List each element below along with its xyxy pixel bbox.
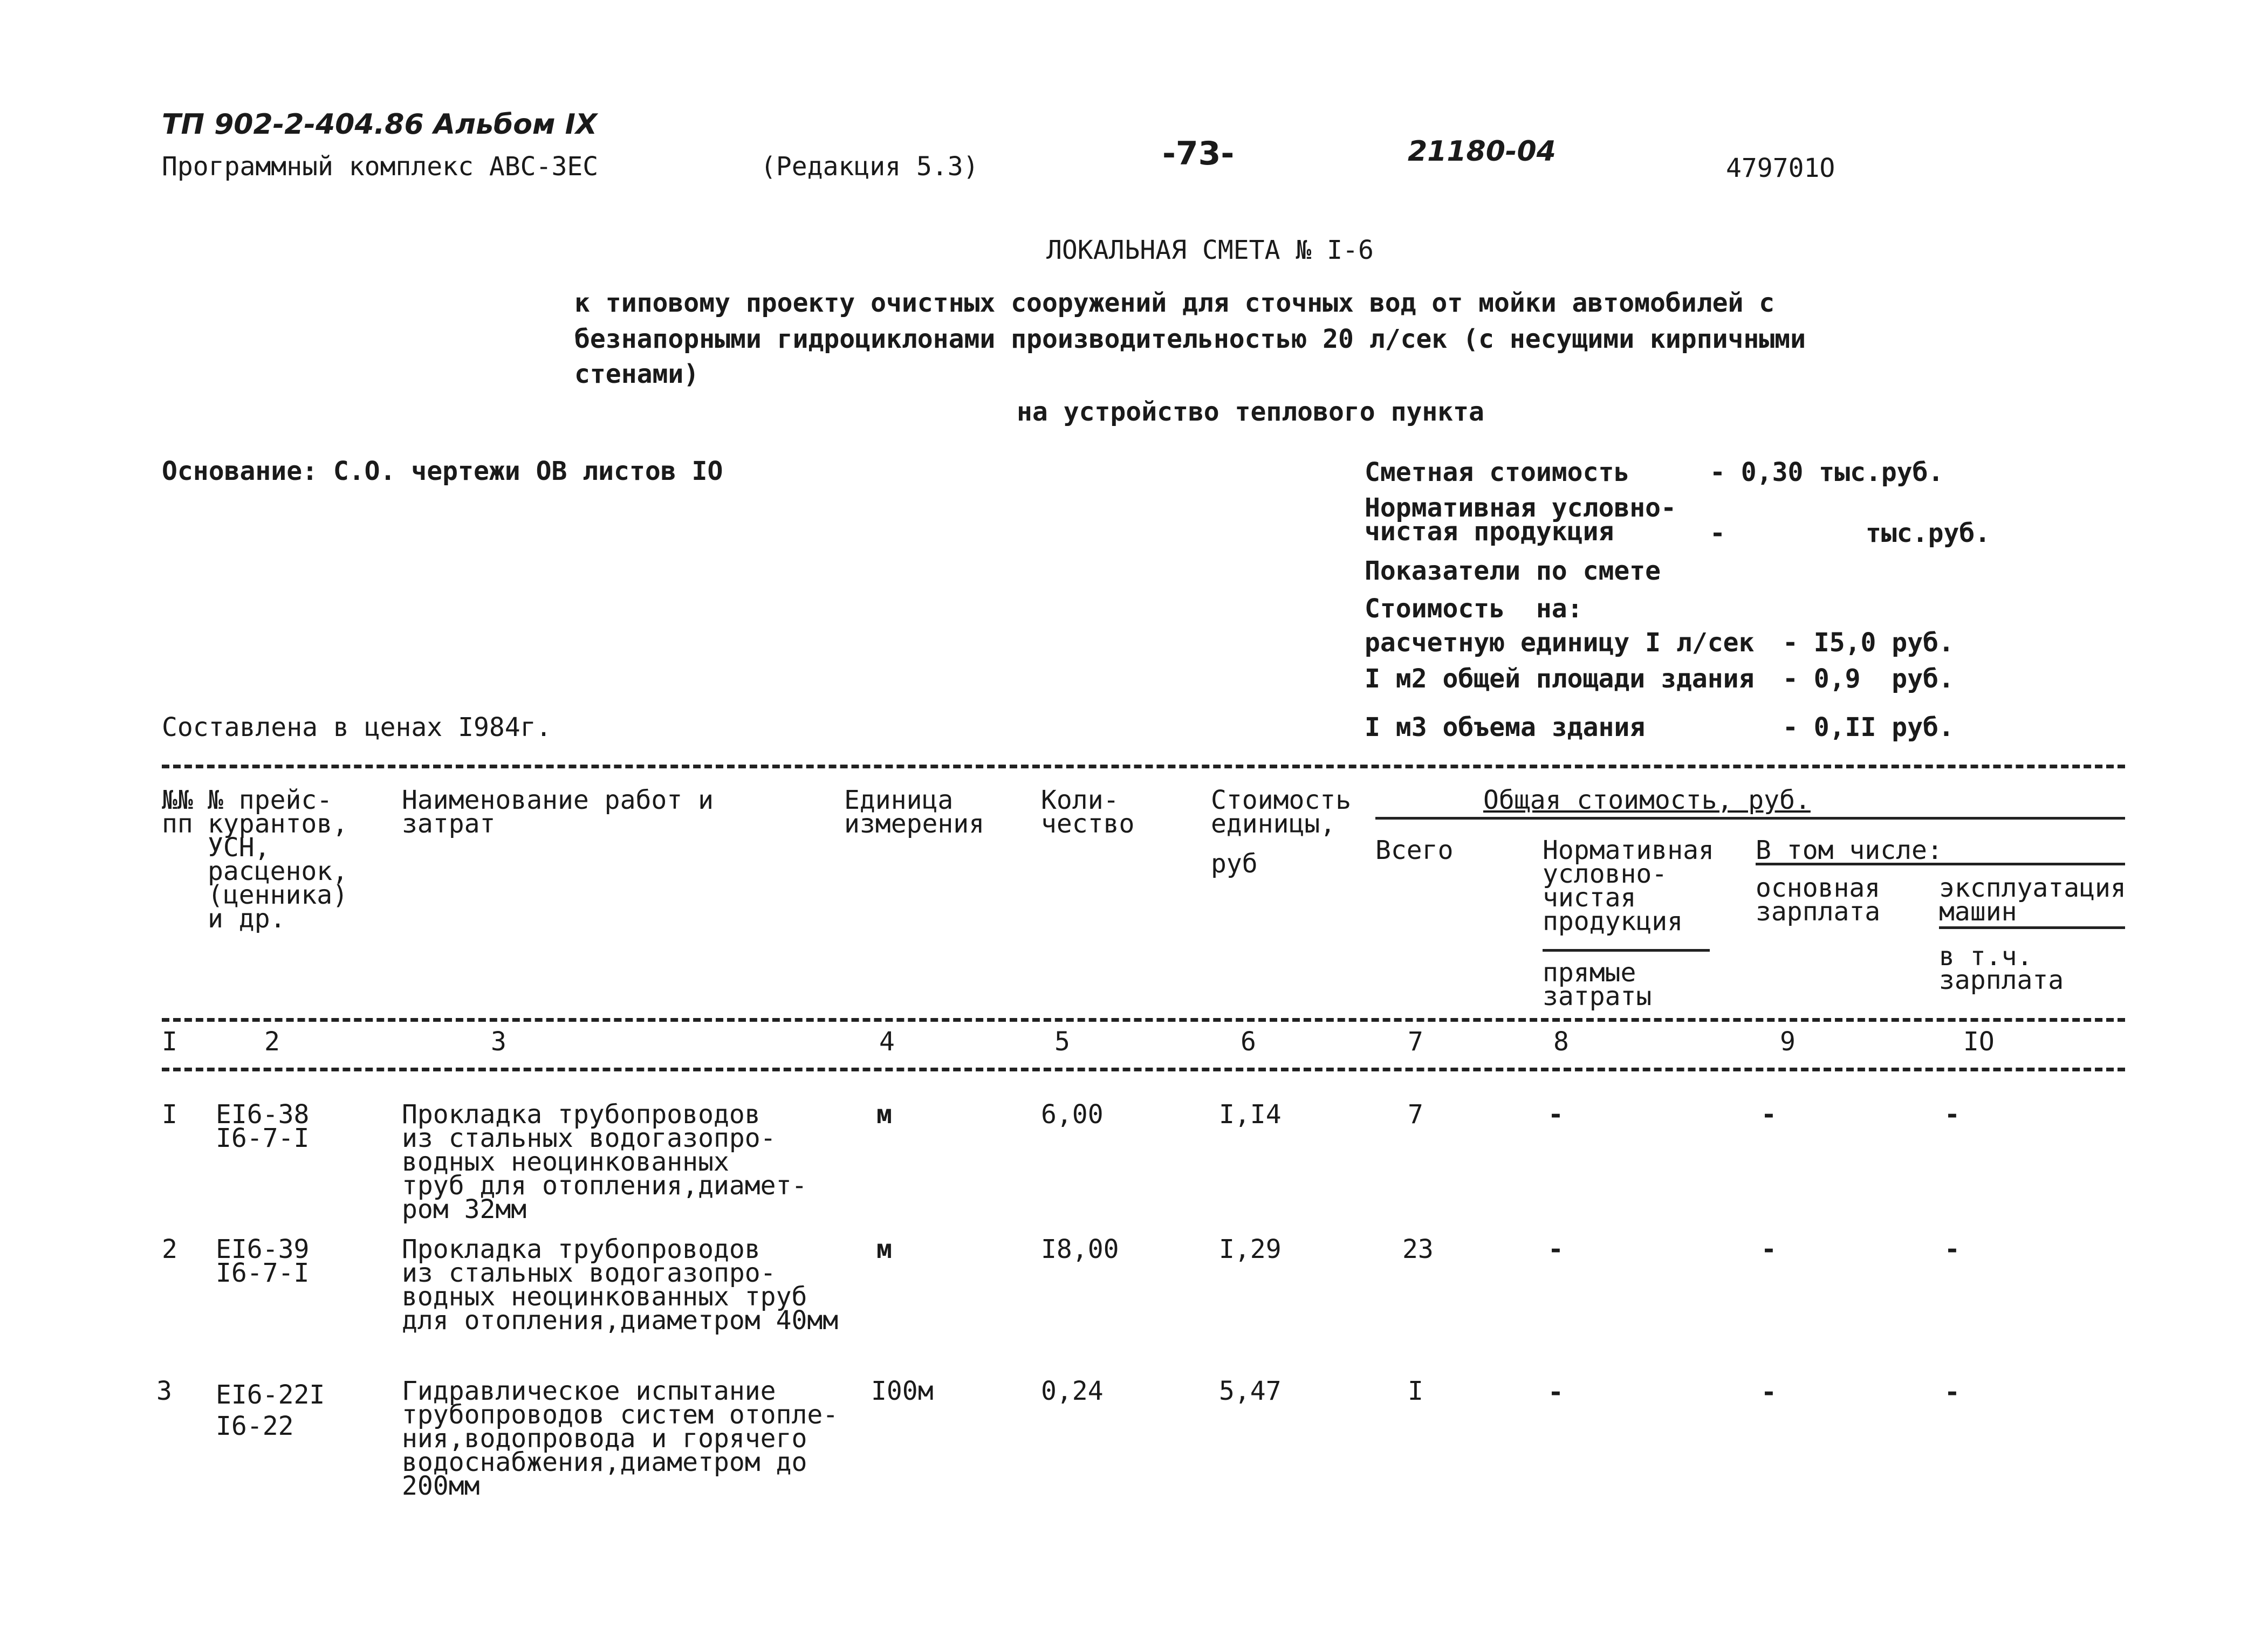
header-price-list: № прейс- курантов, УСН, расценок, (ценника) и др. — [208, 785, 348, 934]
row-1-total: 7 — [1408, 1099, 1423, 1130]
estimated-cost-label: Сметная стоимость — [1365, 457, 1630, 487]
program-name: Программный комплекс АВС-ЗЕС — [162, 152, 599, 182]
price-level: Составлена в ценах I984г. — [162, 712, 552, 742]
edition-label: (Редакция 5.3) — [760, 152, 979, 182]
indicators-label: Показатели по смете — [1365, 556, 1661, 586]
column-numbers-bottom-rule — [162, 1068, 2125, 1071]
total-cost-group-rule — [1375, 817, 2125, 820]
row-3-unit-cost: 5,47 — [1219, 1376, 1282, 1406]
column-number-10: IO — [1963, 1027, 1995, 1057]
header-including: В том числе: — [1756, 835, 1943, 865]
row-1-work-name: Прокладка трубопроводов из стальных водогазопро- водных неоцинкованных труб для отопления,диамет- ром 32мм — [402, 1099, 807, 1225]
page-number: -73- — [1162, 135, 1235, 173]
column-number-4: 4 — [879, 1027, 895, 1057]
row-1-unit: м — [876, 1099, 892, 1130]
header-machine-operation: эксплуатация машин — [1939, 873, 2126, 927]
column-number-1: I — [162, 1027, 177, 1057]
row-1-code: EI6-38 I6-7-I — [216, 1099, 310, 1153]
including-rule — [1756, 863, 2125, 865]
row-1-number: I — [162, 1099, 177, 1130]
row-3-base-salary: - — [1761, 1377, 1777, 1407]
column-number-9: 9 — [1780, 1027, 1796, 1057]
header-unit-cost: Стоимость единицы, — [1211, 785, 1352, 839]
volume-cost-label: I м3 объема здания — [1365, 712, 1646, 742]
row-2-work-name: Прокладка трубопроводов из стальных водогазопро- водных неоцинкованных труб для отопления,диаметром 40мм — [402, 1234, 839, 1336]
header-total-cost-group: Общая стоимость, руб. — [1483, 785, 1811, 815]
normative-product-value: - тыс.руб. — [1710, 518, 1991, 548]
estimate-title: ЛОКАЛЬНАЯ СМЕТА № I-6 — [1046, 235, 1374, 265]
row-2-machine-operation: - — [1944, 1234, 1960, 1264]
column-number-5: 5 — [1054, 1027, 1070, 1057]
row-3-work-name: Гидравлическое испытание трубопроводов систем отопле- ния,водопровода и горячего водоснабжения,диаметром до 200мм — [402, 1376, 839, 1501]
row-2-quantity: I8,00 — [1041, 1234, 1119, 1264]
row-1-unit-cost: I,I4 — [1219, 1099, 1282, 1130]
row-3-unit: I00м — [871, 1376, 934, 1406]
column-number-8: 8 — [1553, 1027, 1569, 1057]
machine-operation-rule — [1939, 926, 2125, 929]
row-3-total: I — [1408, 1376, 1423, 1406]
volume-cost-value: - 0,II руб. — [1783, 712, 1954, 742]
table-top-rule — [162, 765, 2125, 768]
row-3-code: EI6-22I I6-22 — [216, 1380, 325, 1441]
project-description-line1: к типовому проекту очистных сооружений для сточных вод от мойки автомобилей с — [574, 288, 1775, 318]
unit-cost-label: расчетную единицу I л/сек — [1365, 628, 1755, 658]
row-3-quantity: 0,24 — [1041, 1376, 1104, 1406]
document-number: 479701O — [1726, 153, 1835, 183]
row-2-unit-cost: I,29 — [1219, 1234, 1282, 1264]
column-number-2: 2 — [264, 1027, 280, 1057]
row-1-base-salary: - — [1761, 1099, 1777, 1130]
row-3-normative-product: - — [1548, 1377, 1564, 1407]
row-2-total: 23 — [1402, 1234, 1434, 1264]
header-normative-product: Нормативная условно- чистая продукция — [1543, 835, 1714, 937]
estimated-cost-value: - 0,30 тыс.руб. — [1710, 457, 1944, 487]
header-base-salary: основная зарплата — [1756, 873, 1881, 927]
unit-cost-value: - I5,0 руб. — [1783, 628, 1954, 658]
header-machine-salary: в т.ч. зарплата — [1939, 941, 2064, 995]
header-work-name: Наименование работ и затрат — [402, 785, 714, 839]
row-1-machine-operation: - — [1944, 1099, 1960, 1130]
estimate-basis: Основание: С.О. чертежи ОВ листов IO — [162, 456, 723, 486]
header-unit: Единица измерения — [844, 785, 985, 839]
project-description-line3: стенами) — [574, 359, 700, 389]
row-3-number: 3 — [156, 1376, 172, 1406]
column-numbers-top-rule — [162, 1018, 2125, 1022]
row-1-normative-product: - — [1548, 1099, 1564, 1130]
area-cost-value: - 0,9 руб. — [1783, 664, 1954, 694]
header-direct-costs: прямые затраты — [1543, 958, 1652, 1012]
row-2-unit: м — [876, 1234, 892, 1264]
area-cost-label: I м2 общей площади здания — [1365, 664, 1755, 694]
normative-product-rule — [1543, 949, 1710, 952]
cost-per-label: Стоимость на: — [1365, 594, 1583, 624]
column-number-6: 6 — [1241, 1027, 1256, 1057]
estimate-subject: на устройство теплового пункта — [1017, 397, 1484, 427]
header-row-number: №№ пп — [162, 785, 193, 839]
column-number-7: 7 — [1408, 1027, 1423, 1057]
column-number-3: 3 — [491, 1027, 506, 1057]
header-total: Всего — [1375, 835, 1454, 865]
row-2-code: EI6-39 I6-7-I — [216, 1234, 310, 1288]
header-quantity: Коли- чество — [1041, 785, 1135, 839]
handwritten-album-reference: ТП 902-2-404.86 Альбом IX — [162, 108, 598, 141]
row-2-number: 2 — [162, 1234, 177, 1264]
row-2-normative-product: - — [1548, 1234, 1564, 1264]
header-unit-cost-currency: руб — [1211, 849, 1258, 879]
row-3-machine-operation: - — [1944, 1377, 1960, 1407]
row-2-base-salary: - — [1761, 1234, 1777, 1264]
handwritten-code: 21180-04 — [1408, 135, 1556, 168]
row-1-quantity: 6,00 — [1041, 1099, 1104, 1130]
normative-product-label: Нормативная условно- чистая продукция — [1365, 493, 1676, 547]
project-description-line2: безнапорными гидроциклонами производительностью 20 л/сек (с несущими кирпичными — [574, 324, 1806, 354]
